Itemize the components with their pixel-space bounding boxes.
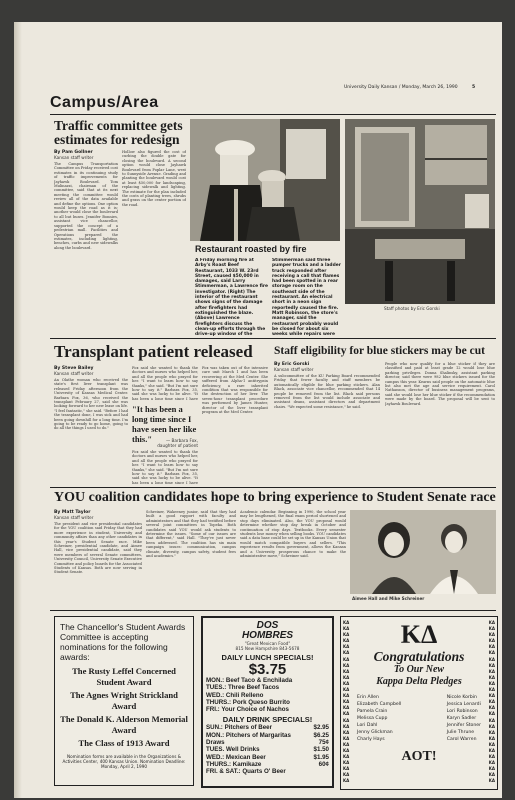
drink-special-row [206, 739, 329, 746]
drink-special-row [206, 732, 329, 739]
pledge-name: Elizabeth Campbell [357, 702, 402, 707]
stickers-body-col2: People who now qualify for a blue sticker if they are classified and paid at least grade 12 would lose blue parking privileges. Donna Shalinsky, assistant parking director, said there were 982 blue stickers issued for the campus this year. Kearns said people on the automatic blue list also met the age and service requirement. Carol Nathanson, director of business management programs, said she would lose her blue sticker if the recommendation were made by the board. The proposal will be sent to Jayhawk Boulevard. [385, 362, 495, 406]
drink-price: $6.25 [313, 731, 329, 739]
coalition-body-col1: The president and vice presidential candidates for the YOU coalition said Friday that they had more experience in student, University and community affairs than any other candidates in this year's Student Senate race. Mike Schreiner, presidential candidate, and Aimee Hall, vice presidential candidate, said they were members of several Senate committees, University Council, University Senate Executive Committee and policy boards for the Associated Students of Kansas. Both are now serving in Student Senate. [54, 522, 142, 575]
fire-story-body: Stimmerman said three pumper trucks and a ladder truck responded after receiving a call that flames had been spotted in a rear storage room on the southeast side of the restaurant. An electrical short in a neon sign reportedly caused the fire. Matt Robinson, the store's manager, said the restaurant probably would be closed for about six weeks while repairs were [272, 258, 341, 336]
drink-special-row [206, 768, 329, 775]
drink-price: 60¢ [318, 760, 329, 768]
dos-hombres-address: 815 New Hampshire 843-5678 [235, 646, 300, 651]
drink-item: THURS.: Kamikaze [206, 760, 262, 768]
drink-price: $1.50 [313, 746, 329, 754]
candidates-photo-graphic [350, 510, 496, 594]
fire-photo-credit: Staff photos by Eric Gorski [384, 306, 440, 311]
award-name: The Donald K. Alderson Memorial Award [60, 714, 188, 735]
coalition-body-col2: Schreiner, Wakeeney junior, said that they had built a good rapport with faculty and administrators and that they had testified before several joint committees in Topeka. Both candidates said YOU would ask students to determine the issues. "Some of our issues are that different," said Hall. "They've just never been addressed. The coalition has six main campaign issues: communication, campus climate, diversity, campus safety, student fees and academics." [146, 510, 236, 559]
transplant-pull-quote: "It has been a long time since I have seen her like this." [132, 404, 197, 444]
pledge-name: Karyn Sadler [446, 716, 477, 721]
award-name: The Class of 1913 Award [78, 738, 170, 748]
drink-special-row [206, 761, 329, 768]
fire-photo-firefighters [190, 119, 340, 241]
pledge-name: Pamela Crain [357, 709, 388, 714]
transplant-body-col2: Fox said she wanted to thank the doctors and nurses who helped her, and all the people who prayed for her. "I want to learn how to say thanks," she said. "But I'm not sure how to say it." Barbara Fox, 35, said she was lucky to be alive. "It has been a long time since I have [132, 366, 198, 400]
ka-border-right: KA KA KA KA KA KA KA KA KA KA KA KA KA KA KA KA KA KA KA KA KA KA KA KA KA KA KA [488, 620, 495, 784]
transplant-headline: Transplant patient released [54, 342, 253, 361]
lunch-special-item: MON.: Beef Taco & Enchilada [206, 677, 293, 684]
drink-item: FRI. & SAT.: Quarts O' Beer [206, 768, 286, 776]
transplant-byline: By Steve Bailey [54, 366, 94, 371]
pledge-name: Carol Warren [446, 737, 477, 742]
lunch-special-item: THURS.: Pork Queso Burrito [206, 698, 290, 706]
transplant-body-col2b: Fox said she wanted to thank the doctors and nurses who helped her, and all the people who prayed for her. "I want to learn how to say thanks," she said. "But I'm not sure how to say it." Barbara Fox, 35, said she was lucky to be alive. "It has been a long time since I have [132, 450, 198, 484]
chancellor-awards-ad [54, 616, 194, 786]
divider-rule-2 [50, 487, 496, 488]
pledge-name: Erin Allen [357, 695, 379, 700]
award-name: The Agnes Wright Strickland Award [70, 690, 178, 711]
kappa-delta-ad [340, 616, 498, 790]
kd-to-our-new: To Our New [393, 664, 445, 675]
kd-pledges-left [357, 694, 401, 743]
award-name: The Rusty Leffel Concerned Student Award [72, 666, 176, 687]
traffic-headline: Traffic committee gets estimates for redesign [54, 118, 183, 147]
coalition-byline-role: Kansan staff writer [54, 515, 94, 520]
pledge-name: Lori Dahl [357, 723, 378, 728]
newspaper-page [14, 22, 502, 798]
lunch-special-item: WED.: Chili Relleno [206, 691, 264, 699]
drink-price: $2.95 [313, 724, 329, 732]
ka-border-left: KA KA KA KA KA KA KA KA KA KA KA KA KA KA KA KA KA KA KA KA KA KA KA KA KA KA KA [343, 620, 350, 784]
section-rule [50, 114, 496, 115]
traffic-byline: By Pam Gollner [54, 150, 93, 155]
drink-price: 75¢ [318, 739, 329, 747]
dos-hombres-brand-bottom: HOMBRES [241, 630, 294, 641]
stickers-body-col1: A subcommittee of the KU Parking Board recommended Friday that fewer faculty and staff members be automatically eligible for blue parking stickers. Alan Black, associate vice chancellor, recommended that 14 people be removed from the list. Black said persons removed from the list would include associate and assistant deans, assistant directors and department chairs. "We expected some resistance," he said. [274, 374, 380, 409]
folio-date: University Daily Kansan / Monday, March 26, 1990 [344, 85, 458, 90]
drink-item: Draws [206, 739, 225, 747]
kd-pledges-right [447, 694, 481, 743]
divider-rule-1 [50, 338, 496, 339]
dos-hombres-brand-top: DOS [256, 620, 279, 631]
page-fold-shadow [14, 22, 22, 798]
coalition-byline: By Matt Taylor [54, 510, 91, 515]
section-title: Campus/Area [50, 94, 159, 111]
transplant-quote-attribution: — Barbara Fox, daughter of patient [157, 438, 198, 448]
transplant-byline-role: Kansan staff writer [54, 371, 94, 376]
drink-special-row [206, 724, 329, 731]
coalition-candidates-photo [350, 510, 496, 594]
stickers-byline-role: Kansan staff writer [274, 367, 314, 372]
stickers-byline: By Eric Gorski [274, 362, 310, 367]
lunch-specials-title: DAILY LUNCH SPECIALS! [221, 653, 314, 662]
fire-interior-graphic [345, 119, 495, 304]
pledge-name: Jennifer Stoner [446, 723, 481, 728]
awards-footer: Nomination forms are available in the Organizations & Activities Center, 400 Kansas Union. Nomination Deadline: Monday, April 2, 1990 [62, 753, 186, 770]
pledge-name: Melissa Cupp [357, 716, 388, 721]
coalition-body-col3: Academic calendar. Beginning in 1990, the school year may be lengthened, the final exam period shortened and stop days eliminated. Also, the YOU proposal would determine whether stop day break in October and continuation of stop days. Textbooks. Every semester students lose money when selling books. YOU candidates said a data base could be set up in the Kansas Union that would match compatible buyers and sellers. "This experience results from government, allows the Kansan and a University prosperous chance to make the administrative move," Schreiner said. [240, 510, 346, 559]
dos-hombres-tagline: "Great Mexican Food" [244, 641, 291, 646]
drink-item: TUES. Well Drinks [206, 746, 260, 754]
transplant-body-col1: An Olathe woman who received the state's first liver transplant was released Friday afternoon from the University of Kansas Medical Center. Barbara Fox, 36, who received the transplant February 27, said she was looking forward to her new lease on life. "I feel fantastic," she said. "Before I had the transplant done, I was sick and had been going downhill for a long time. I'm going to be ready to go home, going to do all the things I used to do." [54, 378, 128, 431]
fire-photo-interior [345, 119, 495, 304]
candidates-photo-caption: Aimee Hall and Mike Schreiner [352, 596, 425, 601]
pledge-name: Lori Robinson [446, 709, 478, 714]
divider-rule-3 [50, 610, 496, 611]
pledge-name: Nicole Korbin [446, 695, 477, 700]
folio-page-number: 5 [472, 85, 476, 90]
traffic-byline-role: Kansan staff writer [54, 155, 94, 160]
drink-item: WED.: Mexican Beer [206, 753, 266, 761]
kd-closing: AOT! [401, 749, 437, 764]
dos-hombres-ad [201, 616, 334, 788]
drink-item: MON.: Pitchers of Margaritas [206, 731, 291, 739]
lunch-special-item: TUES.: Three Beef Tacos [206, 684, 280, 692]
coalition-headline: YOU coalition candidates hope to bring experience to Student Senate race [54, 490, 496, 505]
awards-intro: The Chancellor's Student Awards Committee is accepting nominations for the following awards: [60, 622, 186, 662]
pledge-name: Julie Thrune [446, 730, 475, 735]
kd-chapter-name: Kappa Delta Pledges [376, 676, 462, 687]
pledge-name: Jessica Lenardi [446, 702, 481, 707]
pledge-name: Jenny Glickman [357, 730, 393, 735]
transplant-body-col3: Fox was taken out of the intensive care unit March 1 and has been recovering at the Med Center. She suffered from Alpha-1 antitrypsin deficiency, a rare inherited condition that was responsible for the destruction of her liver. The seven-hour transplant procedure was performed by James Hunter, director of the liver transplant program at the Med Center. [202, 366, 268, 415]
traffic-body-col2: Hollow also figured the cost of curbing the double gate for closing the boulevard. A second option would close Jayhawk Boulevard from Poplar Lane, west to Sunnyside Avenue. Grading and planting the boulevard would cost at least $50,000 for landscaping, replacing sidewalk and lighting. The estimate for the plan included the costs of planting trees, shrubs and grass on the center portion of the road. [122, 150, 186, 207]
drink-specials-title: DAILY DRINK SPECIALS! [222, 715, 313, 725]
traffic-body-col1: The Campus Transportation Committee on Friday received cost estimates in its continuing study of traffic improvements for Jayhawk Boulevard. Tom Mulinazzi, chairman of the committee, said that at its next meeting the committee would review all of the data available and define the options. One option would keep the road as it is; another would close the boulevard to all but buses. Jennifer Bonnies, assistant vice chancellor, supported the concept of a pedestrian mall. Facilities and Operations prepared the estimates, including lighting, benches, curbs and new sidewalks along the boulevard. [54, 162, 118, 250]
fire-photo-graphic [190, 119, 340, 241]
drink-price: $1.95 [313, 753, 329, 761]
drink-special-row [206, 754, 329, 761]
pledge-name: Charly Hays [357, 737, 385, 742]
drink-item: SUN.: Pitchers of Beer [206, 724, 273, 732]
kappa-delta-letters: ΚΔ [400, 620, 438, 649]
lunch-special-price: $3.75 [248, 661, 287, 678]
stickers-headline: Staff eligibility for blue stickers may be cut [274, 345, 485, 357]
lunch-special-item: FRI.: Your Choice of Nachos [206, 706, 289, 714]
fire-caption-title: Restaurant roasted by fire [195, 244, 307, 254]
kd-congratulations: Congratulations [373, 649, 465, 664]
fire-caption-body: A Friday morning fire at Arby's Roast Beef Restaurant, 1033 W. 23rd Street, caused $50,000 in damages, said Larry Stimmerman, a Lawrence fire investigator. (Right) The interior of the restaurant shows signs of the damage after firefighters had extinguished the blaze. (Above) Lawrence firefighters discuss the clean-up efforts through the drive-up window of the [195, 258, 268, 336]
drink-special-row [206, 746, 329, 753]
